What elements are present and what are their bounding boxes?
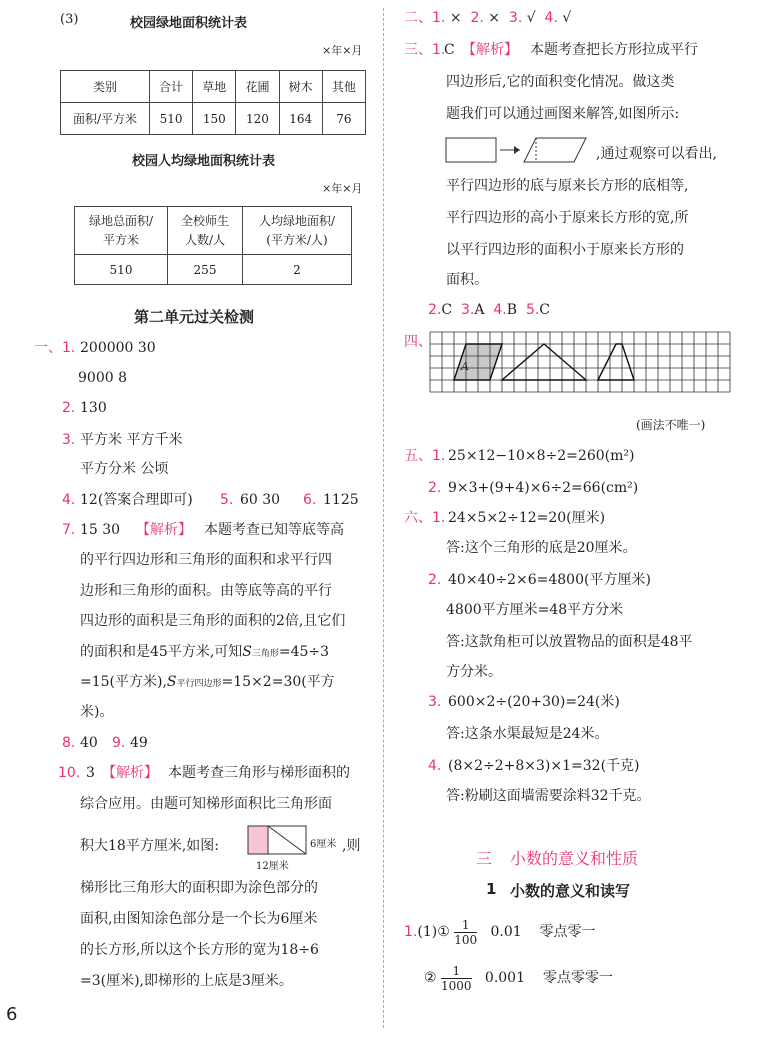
table2-header bbox=[75, 207, 168, 255]
q7-text: 的面积和是45平方米,可知 bbox=[80, 644, 243, 660]
grid-drawing-figure bbox=[428, 330, 734, 396]
s2-row bbox=[404, 8, 571, 28]
s6-number-3: 3. bbox=[428, 694, 442, 710]
s3-line: 面积。 bbox=[446, 272, 488, 288]
practice-2-row bbox=[424, 958, 613, 998]
s6-formula: 24×5×2÷12=20(厘米) bbox=[448, 510, 606, 526]
q10-line: 梯形比三角形大的面积即为涂色部分的 bbox=[80, 880, 318, 896]
table2-header-line: 平方米 bbox=[102, 232, 139, 247]
s5-formula: 25×12−10×8÷2=260(m²) bbox=[448, 448, 635, 464]
s6-answer: 答:这条水渠最短是24米。 bbox=[446, 726, 609, 742]
s5-formula: 9×3+(9+4)×6÷2=66(cm²) bbox=[448, 480, 639, 496]
s3-item-number: 4. bbox=[493, 302, 507, 318]
table1-date: ×年×月 bbox=[322, 44, 363, 57]
rectangle-shape bbox=[446, 138, 496, 162]
q3-answer-2: 平方分米 公顷 bbox=[80, 461, 169, 477]
column-divider bbox=[383, 8, 384, 1028]
decimal-value: 0.001 bbox=[484, 970, 526, 986]
q3-answer-1: 平方米 平方千米 bbox=[80, 432, 183, 448]
trapezoid-outline bbox=[598, 344, 634, 380]
s3-item-number: 3. bbox=[460, 302, 475, 318]
figure-label-right: 6厘米 bbox=[310, 839, 337, 850]
s6-number-2: 2. bbox=[428, 572, 442, 588]
s6-number-4: 4. bbox=[428, 758, 442, 774]
q1-answer-1: 200000 30 bbox=[80, 340, 156, 356]
table2-header-line: 全校师生 bbox=[180, 213, 229, 228]
lesson-number: 1 bbox=[486, 880, 497, 898]
section-title: 第二单元过关检测 bbox=[134, 308, 255, 326]
q5-number: 5. bbox=[220, 492, 234, 508]
q7-symbol: S bbox=[242, 644, 252, 660]
fraction-numerator: 1 bbox=[454, 918, 477, 933]
table1-title: 校园绿地面积统计表 bbox=[130, 16, 248, 31]
figure-label-bottom: 12厘米 bbox=[256, 861, 289, 872]
table1-cell: 150 bbox=[193, 103, 236, 135]
q10-line: 面积,由图知涂色部分是一个长为6厘米 bbox=[80, 911, 318, 927]
table1-label: (3) bbox=[60, 12, 79, 27]
q10-line: 综合应用。由题可知梯形面积比三角形面 bbox=[80, 796, 332, 812]
q10-line: =3(厘米),即梯形的上底是3厘米。 bbox=[80, 973, 293, 989]
fraction-denominator: 1000 bbox=[441, 978, 472, 993]
q7-subscript: 三角形 bbox=[251, 649, 279, 659]
green-area-table bbox=[60, 70, 366, 135]
fraction-numerator: 1 bbox=[441, 964, 472, 979]
q7-line: 四边形的面积是三角形的面积的2倍,且它们 bbox=[80, 613, 346, 629]
unit-number: 三 bbox=[476, 849, 493, 868]
arrow-head-icon bbox=[514, 146, 520, 154]
q6-answer: 1125 bbox=[323, 492, 359, 508]
table1-cell: 510 bbox=[150, 103, 193, 135]
practice-2-label: ② bbox=[424, 970, 437, 986]
per-capita-table bbox=[74, 206, 352, 285]
s3-item-answer: C bbox=[441, 302, 453, 318]
s4-number: 四、 bbox=[404, 334, 432, 350]
q7-symbol: S bbox=[166, 674, 177, 690]
practice-1-number: 1. bbox=[404, 924, 418, 940]
s3-item-number: 2. bbox=[428, 302, 442, 318]
q10-answer: 3 bbox=[86, 765, 95, 781]
q9-number: 9. bbox=[112, 735, 126, 751]
rect-to-parallelogram-figure bbox=[444, 134, 594, 168]
s3-number: 三、1. bbox=[404, 42, 446, 58]
q2-number: 2. bbox=[62, 400, 76, 416]
table2-header-line: 人数/人 bbox=[184, 232, 226, 247]
shaded-rectangle bbox=[248, 826, 268, 854]
s6-number: 六、1. bbox=[404, 510, 446, 526]
table1-cell: 120 bbox=[236, 103, 279, 135]
unit-title: 小数的意义和性质 bbox=[510, 849, 639, 868]
table1-header: 花圃 bbox=[236, 71, 279, 103]
page-number: 6 bbox=[6, 1004, 18, 1025]
lesson-title: 小数的意义和读写 bbox=[510, 882, 631, 900]
q7-analysis-tag: 【解析】 bbox=[136, 522, 192, 538]
q7-text: =15×2=30(平方 bbox=[221, 674, 335, 690]
s2-item-number: 2. bbox=[470, 10, 484, 26]
table2-header bbox=[168, 207, 243, 255]
table2-cell: 2 bbox=[243, 255, 352, 285]
q10-line: 的长方形,所以这个长方形的宽为18÷6 bbox=[80, 942, 319, 958]
q7-line: 米)。 bbox=[80, 704, 114, 720]
q7-line: 的平行四边形和三角形的面积和求平行四 bbox=[80, 552, 332, 568]
grid-shape-label: A bbox=[461, 360, 469, 373]
table1-header: 合计 bbox=[150, 71, 193, 103]
practice-1-label: (1)① bbox=[417, 924, 450, 940]
q10-number: 10. bbox=[58, 765, 81, 781]
q5-answer: 60 30 bbox=[240, 492, 281, 508]
q7-subscript: 平行四边形 bbox=[176, 679, 222, 689]
table1-cell: 164 bbox=[279, 103, 322, 135]
q4-number: 4. bbox=[62, 492, 76, 508]
table1-cell: 76 bbox=[322, 103, 365, 135]
s2-item-number: 1. bbox=[432, 10, 446, 26]
q7-text: =45÷3 bbox=[278, 644, 330, 660]
s6-answer: 方分米。 bbox=[446, 664, 502, 680]
s3-more-row bbox=[428, 300, 550, 320]
q7-line: 边形和三角形的面积。由等底等高的平行 bbox=[80, 583, 332, 599]
table2-date: ×年×月 bbox=[322, 182, 363, 195]
table2-header-line: 绿地总面积/ bbox=[88, 213, 154, 228]
table2-cell: 255 bbox=[168, 255, 243, 285]
q3-number: 3. bbox=[62, 432, 76, 448]
q1-number: 一、1. bbox=[34, 340, 76, 356]
s6-formula: 600×2÷(20+30)=24(米) bbox=[448, 694, 620, 710]
table2-header-line: 人均绿地面积/ bbox=[258, 213, 336, 228]
q6-number: 6. bbox=[303, 492, 317, 508]
s2-number: 二、 bbox=[404, 10, 432, 26]
triangle-outline bbox=[502, 344, 586, 380]
table1-header: 类别 bbox=[61, 71, 150, 103]
s3-line: 本题考查把长方形拉成平行 bbox=[530, 42, 698, 58]
q7-line: 本题考查已知等底等高 bbox=[204, 522, 344, 538]
q10-line: 本题考查三角形与梯形面积的 bbox=[168, 765, 350, 781]
s2-item-answer: × bbox=[488, 10, 500, 26]
q7-number: 7. bbox=[62, 522, 76, 538]
s3-item-number: 5. bbox=[525, 302, 540, 318]
s3-analysis-tag: 【解析】 bbox=[462, 42, 518, 58]
q7-answer: 15 30 bbox=[80, 522, 121, 538]
q2-answer: 130 bbox=[80, 400, 107, 416]
s5-number: 五、1. bbox=[404, 448, 446, 464]
q8-number: 8. bbox=[62, 735, 76, 751]
table1-header: 其他 bbox=[322, 71, 365, 103]
s6-answer: 答:这个三角形的底是20厘米。 bbox=[446, 540, 637, 556]
s2-item-answer: √ bbox=[526, 10, 536, 26]
q10-line: ,则 bbox=[342, 838, 361, 854]
fraction-denominator: 100 bbox=[454, 932, 478, 947]
s3-line: 平行四边形的底与原来长方形的底相等, bbox=[446, 178, 689, 194]
q4-answer: 12(答案合理即可) bbox=[80, 492, 193, 508]
s3-line: ,通过观察可以看出, bbox=[596, 146, 717, 162]
q8-answer: 40 bbox=[80, 735, 98, 751]
s6-formula: (8×2÷2+8×3)×1=32(千克) bbox=[448, 758, 640, 774]
fraction bbox=[441, 964, 472, 993]
s3-answer: C bbox=[444, 42, 455, 58]
q1-answer-2: 9000 8 bbox=[78, 370, 127, 386]
s6-answer: 答:粉刷这面墙需要涂料32千克。 bbox=[446, 788, 651, 804]
table1-header: 草地 bbox=[193, 71, 236, 103]
diagonal-line bbox=[268, 826, 306, 854]
parallelogram-shape bbox=[524, 138, 586, 162]
table2-title: 校园人均绿地面积统计表 bbox=[132, 154, 276, 169]
q10-analysis-tag: 【解析】 bbox=[102, 765, 158, 781]
s4-note: (画法不唯一) bbox=[636, 418, 706, 432]
s3-line: 四边形后,它的面积变化情况。做这类 bbox=[446, 74, 675, 90]
s2-item-number: 4. bbox=[544, 10, 558, 26]
decimal-reading: 零点零一 bbox=[539, 924, 596, 940]
table1-header: 树木 bbox=[279, 71, 322, 103]
s3-line: 平行四边形的高小于原来长方形的宽,所 bbox=[446, 210, 689, 226]
s6-formula: 40×40÷2×6=4800(平方厘米) bbox=[448, 572, 651, 588]
decimal-value: 0.01 bbox=[490, 924, 522, 940]
s5-number-2: 2. bbox=[428, 480, 442, 496]
fraction bbox=[454, 918, 477, 947]
s2-item-answer: × bbox=[449, 10, 462, 26]
decimal-reading: 零点零零一 bbox=[542, 970, 613, 986]
practice-1-row bbox=[404, 912, 595, 952]
q7-text: =15(平方米), bbox=[80, 674, 167, 690]
s2-item-answer: √ bbox=[562, 10, 572, 26]
q7-line bbox=[80, 672, 335, 694]
s6-answer: 答:这款角柜可以放置物品的面积是48平 bbox=[446, 634, 693, 650]
table2-cell: 510 bbox=[75, 255, 168, 285]
table2-header-line: (平方米/人) bbox=[266, 232, 328, 247]
q9-answer: 49 bbox=[130, 735, 148, 751]
s2-item-number: 3. bbox=[508, 10, 523, 26]
s3-item-answer: C bbox=[539, 302, 551, 318]
s3-item-answer: A bbox=[474, 302, 485, 318]
table2-header bbox=[243, 207, 352, 255]
q10-line: 积大18平方厘米,如图: bbox=[80, 838, 219, 854]
s3-line: 以平行四边形的面积小于原来长方形的 bbox=[446, 242, 684, 258]
q7-line bbox=[80, 642, 329, 664]
table1-cell: 面积/平方米 bbox=[61, 103, 150, 135]
s6-formula: 4800平方厘米=48平方分米 bbox=[446, 602, 624, 618]
s3-item-answer: B bbox=[506, 302, 518, 318]
s3-line: 题我们可以通过画图来解答,如图所示: bbox=[446, 106, 680, 122]
